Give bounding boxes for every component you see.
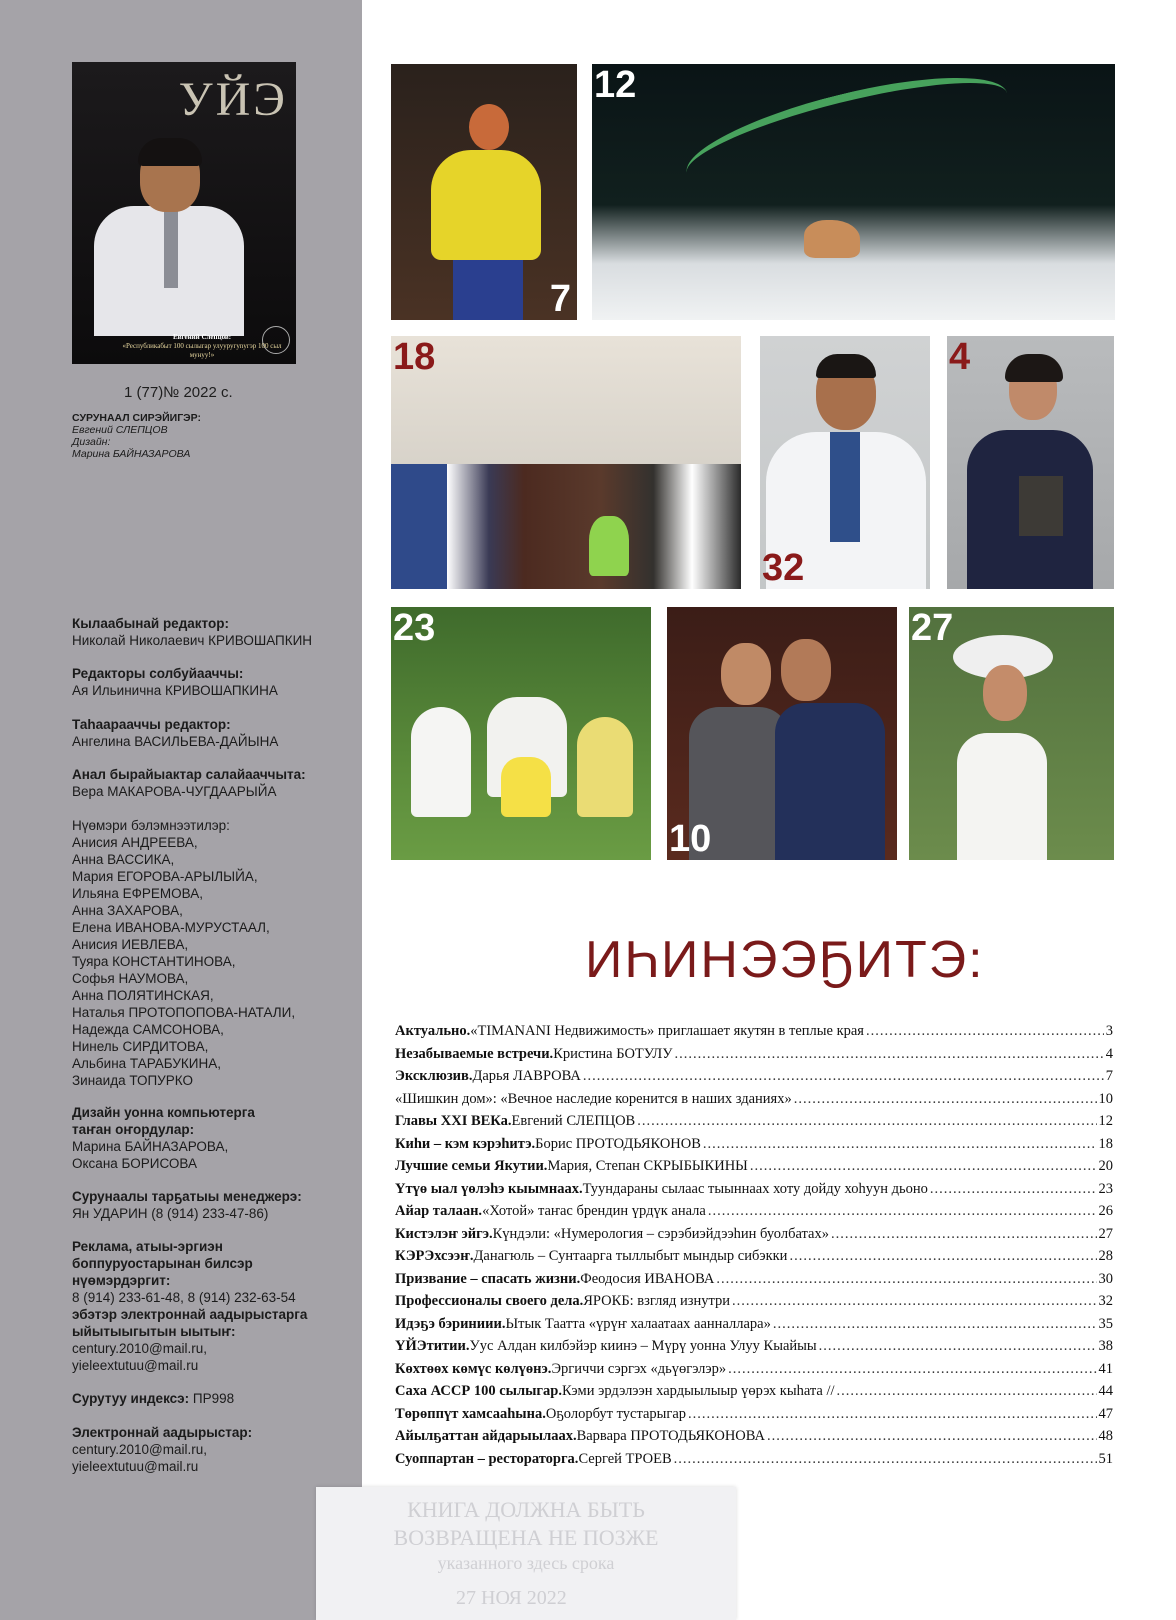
toc-entry-title: Борис ПРОТОДЬЯКОНОВ bbox=[535, 1135, 701, 1152]
toc-entry bbox=[395, 1113, 1113, 1136]
toc-entry-title: Кэми эрдэлээн хардыылыыр үөрэх кыһата // bbox=[561, 1383, 835, 1399]
toc-entry-title: Данагюль – Сунтаарга тыллыбыт мындыр сибэкки bbox=[473, 1248, 788, 1264]
library-stamp bbox=[316, 1487, 736, 1620]
toc-page-number: 41 bbox=[1098, 1360, 1113, 1377]
toc-entry bbox=[395, 1428, 1113, 1451]
toc-entry-section: Саха АССР 100 сылыгар. bbox=[395, 1383, 562, 1399]
toc-entry bbox=[395, 1226, 1113, 1249]
page-number-32: 32 bbox=[762, 547, 805, 589]
deputy-editor: Редакторы солбуйааччы: Ая Ильинична КРИВОШАПКИНА bbox=[72, 666, 278, 698]
toc-entry-section: Эксклюзив. bbox=[395, 1068, 473, 1084]
toc-entry-section: Кистэлэҥ эйгэ. bbox=[395, 1225, 493, 1242]
toc-leader-dots bbox=[708, 1203, 1097, 1220]
contributors-list: Нүөмэри бэлэмнээтилэр: Анисия АНДРЕЕВА, Анна ВАССИКА, Мария ЕГОРОВА-АРЫЛЫЙА, Ильяна ЕФРЕМОВА, Анна ЗАХАРОВА, Елена ИВАНОВА-МУРУСТААЛ, Анисия ИЕВЛЕВА, Туяра КОНСТАНТИНОВА, Софья НАУМОВА, Анна ПОЛЯТИНСКАЯ, Наталья ПРОТОПОПОВА-НАТАЛИ, Надежда САМСОНОВА, Нинель СИРДИТОВА, Альбина ТАРАБУКИНА, Зинаида ТОПУРКО bbox=[72, 818, 296, 1088]
toc-entry-section: Суоппартан – рестораторга. bbox=[395, 1450, 579, 1467]
analyst-editor: Анал бырайыактар салайааччыта: Вера МАКАРОВА-ЧУГДААРЫЙА bbox=[72, 767, 306, 799]
toc-entry bbox=[395, 1181, 1113, 1204]
toc-page-number: 23 bbox=[1098, 1180, 1113, 1197]
toc-page-number: 4 bbox=[1105, 1045, 1113, 1062]
toc-entry bbox=[395, 1046, 1113, 1069]
cover-caption: Евгений Слепцов: «Республикабыт 100 сылыгар улууругуnугэр 100 сыл мунуу!» bbox=[122, 333, 282, 359]
toc-entry-title: Кристина БОТУЛУ bbox=[553, 1045, 673, 1062]
page-number-23: 23 bbox=[393, 607, 436, 649]
page-number-12: 12 bbox=[594, 64, 637, 106]
woman-with-portrait-photo bbox=[947, 336, 1114, 589]
toc-entry-section: Айылҕаттан айдарыылаах. bbox=[395, 1428, 577, 1444]
toc-page-number: 10 bbox=[1098, 1090, 1113, 1107]
toc-entry-title: Сергей ТРОЕВ bbox=[578, 1450, 672, 1467]
toc-page-number: 20 bbox=[1098, 1158, 1113, 1174]
toc-entry bbox=[395, 1158, 1113, 1181]
toc-entry-title: Варвара ПРОТОДЬЯКОНОВА bbox=[576, 1428, 766, 1444]
toc-entry-section: Профессионалы своего дела. bbox=[395, 1293, 584, 1309]
email-addresses: Электроннай аадырыстар: century.2010@mail.ru, yieleextutuu@mail.ru bbox=[72, 1425, 253, 1474]
toc-entry bbox=[395, 1023, 1113, 1046]
toc-entry-section: Призвание – спасать жизни. bbox=[395, 1270, 581, 1287]
toc-page-number: 18 bbox=[1098, 1135, 1113, 1152]
stamp-line-2: ВОЗВРАЩЕНА НЕ ПОЗЖЕ bbox=[393, 1525, 659, 1550]
stamp-line-1: КНИГА ДОЛЖНА БЫТЬ bbox=[407, 1497, 645, 1522]
toc-entry-section: Көхтөөх көмүс көлүөнэ. bbox=[395, 1360, 552, 1377]
advertising-contacts: Реклама, атыы-эргиэн боппуруостарынан билсэр нүөмэрдэргит: 8 (914) 233-61-48, 8 (914) 232-63-54 эбэтэр электроннай аадырыстарга ыйытыыгытын ыытыҥ: century.2010@mail.ru, yieleextutuu@mail.ru bbox=[72, 1239, 308, 1373]
page-number-18: 18 bbox=[393, 336, 436, 378]
toc-entry bbox=[395, 1383, 1113, 1406]
toc-entry-section: Төрөппүт хамсааһына. bbox=[395, 1405, 546, 1422]
toc-entry bbox=[395, 1338, 1113, 1361]
toc-leader-dots bbox=[703, 1136, 1097, 1153]
toc-leader-dots bbox=[866, 1023, 1104, 1040]
toc-entry-section: Киһи – кэм кэрэһитэ. bbox=[395, 1135, 536, 1152]
page-number-10: 10 bbox=[669, 818, 712, 860]
toc-page-number: 28 bbox=[1098, 1248, 1113, 1264]
toc-entry-section: ҮЙЭтитии. bbox=[395, 1338, 470, 1354]
toc-leader-dots bbox=[773, 1316, 1097, 1333]
toc-entry bbox=[395, 1136, 1113, 1159]
toc-entry-title: Эргиччи сэргэх «дьүөгэлэр» bbox=[551, 1360, 727, 1377]
aurora-mammoth-photo bbox=[592, 64, 1115, 320]
toc-entry bbox=[395, 1248, 1113, 1271]
design-credits: Дизайн уонна компьютерга таҥан оҥордулар: Марина БАЙНАЗАРОВА, Оксана БОРИСОВА bbox=[72, 1105, 255, 1171]
toc-entry bbox=[395, 1451, 1113, 1474]
toc-leader-dots bbox=[831, 1226, 1097, 1243]
magazine-cover-image bbox=[72, 62, 296, 364]
page-number-7: 7 bbox=[549, 278, 571, 320]
toc-entry-title: ЯРОКБ: взгляд изнутри bbox=[583, 1293, 731, 1309]
executive-editor: Таhаарааччы редактор: Ангелина ВАСИЛЬЕВА-ДАЙЫНА bbox=[72, 717, 279, 749]
page-number-4: 4 bbox=[949, 336, 971, 378]
toc-entry bbox=[395, 1203, 1113, 1226]
toc-entry-section: Лучшие семьи Якутии. bbox=[395, 1158, 548, 1174]
toc-leader-dots bbox=[675, 1046, 1104, 1063]
toc-entry-title: Уус Алдан килбэйэр киинэ – Мүрү уонна Улуу Кыайыы bbox=[469, 1338, 817, 1354]
toc-page-number: 7 bbox=[1105, 1068, 1113, 1084]
toc-leader-dots bbox=[837, 1383, 1097, 1400]
toc-entry-title: Дарья ЛАВРОВА bbox=[472, 1068, 581, 1084]
toc-page-number: 12 bbox=[1098, 1113, 1113, 1129]
cover-credits: СУРУНААЛ СИРЭЙИГЭР: Евгений СЛЕПЦОВ Дизайн: Марина БАЙНАЗАРОВА bbox=[72, 412, 202, 460]
singer-photo bbox=[391, 64, 577, 320]
table-of-contents bbox=[395, 1023, 1113, 1473]
toc-entry-title: «Хотой» таҥас брендин үрдүк анала bbox=[482, 1203, 706, 1219]
toc-entry-title: Күндэли: «Нумерология – сэрэбиэйдээһин буолбатах» bbox=[492, 1225, 829, 1242]
toc-leader-dots bbox=[688, 1406, 1096, 1423]
couple-photo bbox=[667, 607, 897, 860]
toc-leader-dots bbox=[794, 1091, 1097, 1108]
elders-group-photo bbox=[391, 336, 741, 589]
toc-entry-section: Незабываемые встречи. bbox=[395, 1045, 554, 1062]
page-number-27: 27 bbox=[911, 607, 954, 649]
toc-entry-title: Оҕолорбут тустарыгар bbox=[545, 1405, 687, 1422]
toc-leader-dots bbox=[674, 1451, 1097, 1468]
toc-page-number: 44 bbox=[1098, 1383, 1113, 1399]
family-garden-photo bbox=[391, 607, 651, 860]
toc-leader-dots bbox=[583, 1068, 1104, 1085]
toc-leader-dots bbox=[637, 1113, 1096, 1130]
toc-entry-title: Феодосия ИВАНОВА bbox=[580, 1270, 715, 1287]
toc-entry-title: «TIMANANI Недвижимость» приглашает якутян в теплые края bbox=[470, 1023, 864, 1039]
toc-entry-title: Мария, Степан СКРЫБЫКИНЫ bbox=[547, 1158, 748, 1174]
toc-entry bbox=[395, 1406, 1113, 1429]
toc-entry-section: Үтүө ыал үөлэһэ кыымнаах. bbox=[395, 1180, 583, 1197]
distribution-manager: Сурунаалы тарҕатыы менеджерэ: Ян УДАРИН (8 (914) 233-47-86) bbox=[72, 1189, 302, 1221]
issue-number: 1 (77)№ 2022 с. bbox=[124, 384, 233, 401]
toc-entry bbox=[395, 1068, 1113, 1091]
toc-entry-title: Туундараны сылаас тыыннаах хоту дойду хоһуун дьоно bbox=[582, 1180, 928, 1197]
subscription-index: Сурутуу индексэ: ПР998 bbox=[72, 1391, 235, 1406]
toc-entry-section: Актуально. bbox=[395, 1023, 471, 1039]
toc-entry-title: Евгений СЛЕПЦОВ bbox=[511, 1113, 636, 1129]
toc-page-number: 27 bbox=[1098, 1225, 1113, 1242]
stamp-date: 27 НОЯ 2022 bbox=[456, 1587, 567, 1609]
cover-portrait bbox=[94, 142, 244, 332]
toc-page-number: 3 bbox=[1105, 1023, 1113, 1039]
toc-entry-section: КЭРЭхсээҥ. bbox=[395, 1248, 474, 1264]
stamp-line-3: указанного здесь срока bbox=[437, 1553, 615, 1573]
toc-entry bbox=[395, 1091, 1113, 1114]
toc-entry-section: Айар талаан. bbox=[395, 1203, 483, 1219]
toc-leader-dots bbox=[750, 1158, 1097, 1175]
toc-leader-dots bbox=[728, 1361, 1096, 1378]
toc-entry-section: Идэҕэ бэриниии. bbox=[395, 1315, 506, 1332]
cover-title: УЙЭ bbox=[178, 73, 288, 126]
toc-leader-dots bbox=[716, 1271, 1096, 1288]
toc-page-number: 38 bbox=[1098, 1338, 1113, 1354]
toc-entry-title: «Шишкин дом»: «Вечное наследие коренится в наших зданиях» bbox=[395, 1090, 792, 1107]
toc-leader-dots bbox=[767, 1428, 1096, 1445]
toc-page-number: 26 bbox=[1098, 1203, 1113, 1219]
woman-in-hat-photo bbox=[909, 607, 1114, 860]
toc-entry-section: Главы XXI ВЕКа. bbox=[395, 1113, 512, 1129]
toc-page-number: 47 bbox=[1098, 1405, 1113, 1422]
toc-entry bbox=[395, 1293, 1113, 1316]
toc-page-number: 35 bbox=[1098, 1315, 1113, 1332]
doctor-photo bbox=[760, 336, 930, 589]
toc-entry bbox=[395, 1271, 1113, 1294]
toc-leader-dots bbox=[930, 1181, 1097, 1198]
toc-leader-dots bbox=[789, 1248, 1096, 1265]
toc-page-number: 30 bbox=[1098, 1270, 1113, 1287]
toc-page-number: 51 bbox=[1098, 1450, 1113, 1467]
chief-editor: Кылаабынай редактор: Николай Николаевич КРИВОШАПКИН bbox=[72, 616, 313, 648]
toc-page-number: 48 bbox=[1098, 1428, 1113, 1444]
toc-entry bbox=[395, 1316, 1113, 1339]
toc-entry bbox=[395, 1361, 1113, 1384]
toc-leader-dots bbox=[732, 1293, 1096, 1310]
toc-entry-title: Ытык Таатта «үрүҥ халаатаах аанналлара» bbox=[505, 1315, 771, 1332]
toc-title: ИҺИНЭЭҔИТЭ: bbox=[585, 931, 985, 989]
toc-leader-dots bbox=[819, 1338, 1097, 1355]
toc-page-number: 32 bbox=[1098, 1293, 1113, 1309]
